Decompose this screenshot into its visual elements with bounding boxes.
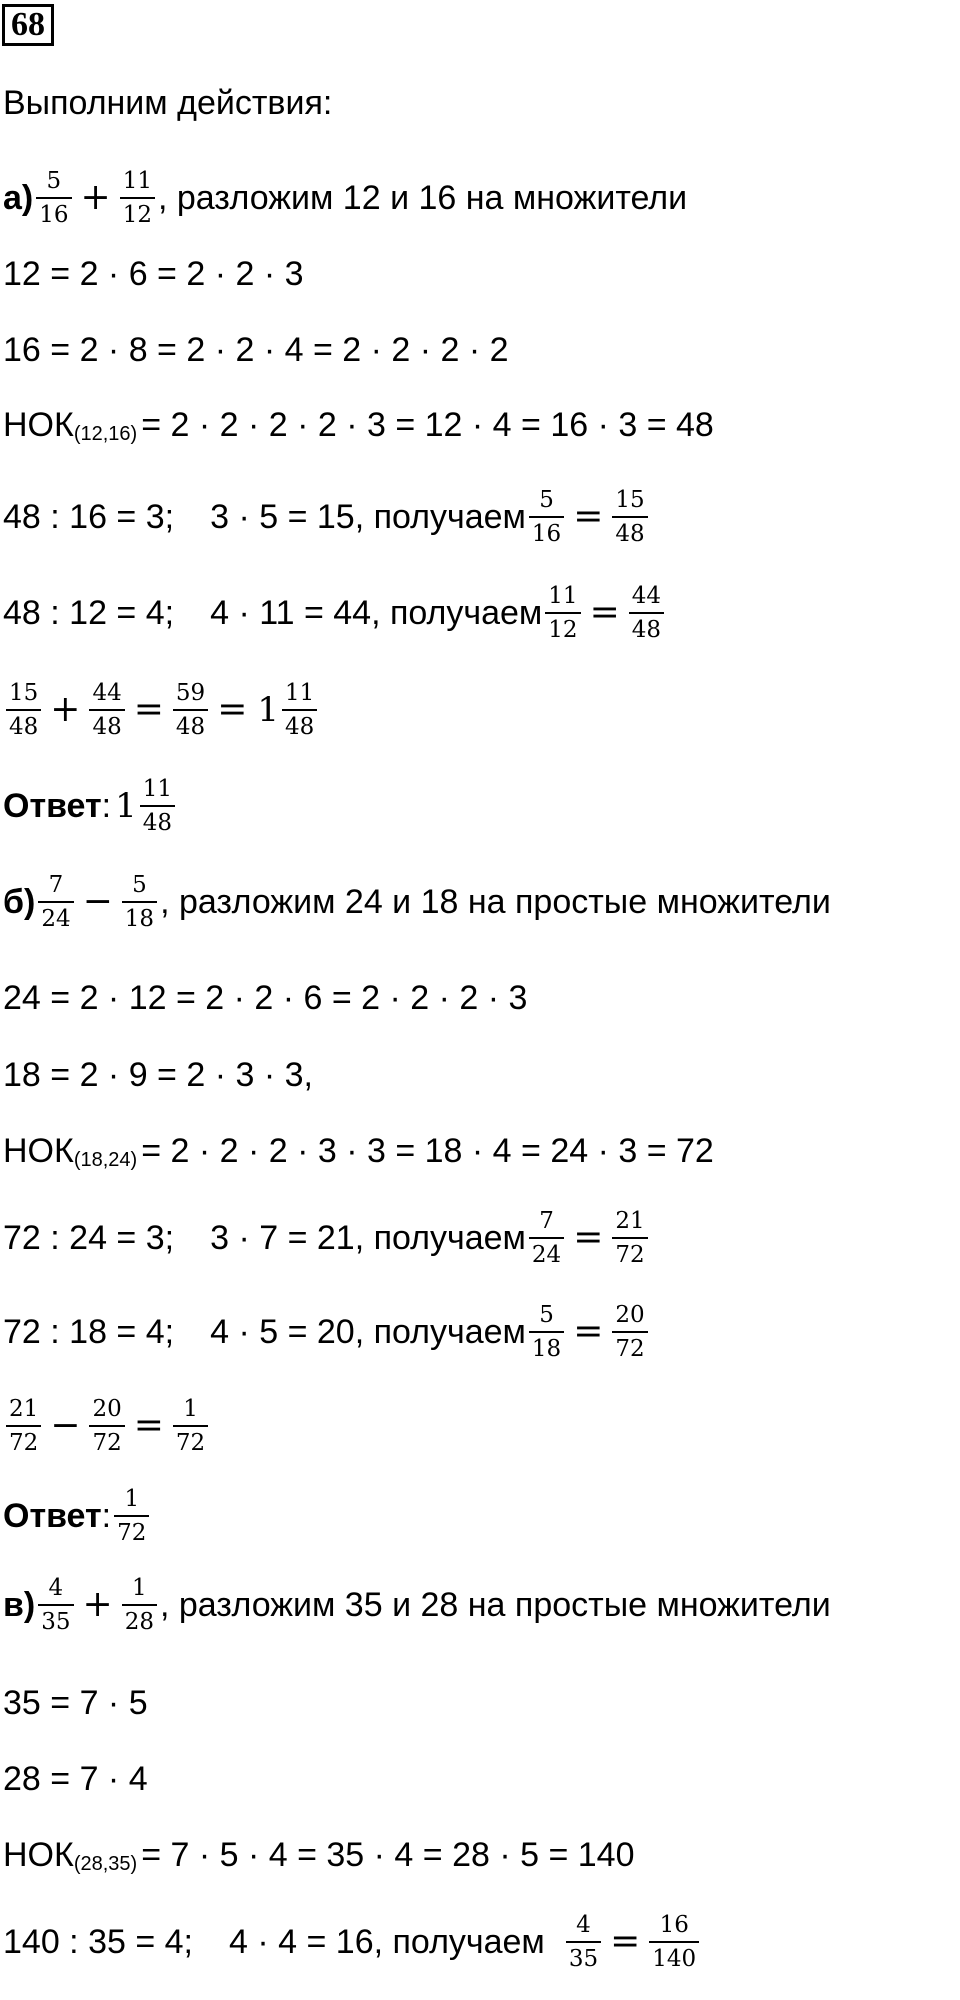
result-line: $\frac{21}{72}$ − $\frac{20}{72}$ = $\frac{1}{72}$	[3, 1396, 211, 1457]
fraction: $\frac{11}{12}$	[545, 583, 580, 644]
fraction: $\frac{5}{18}$	[122, 872, 157, 933]
fraction: $\frac{20}{72}$	[612, 1302, 647, 1363]
fraction: $\frac{21}{72}$	[6, 1396, 41, 1457]
step-line: 72 : 18 = 4; 4 · 5 = 20, получаем $\frac{5}{18}$ = $\frac{20}{72}$	[3, 1302, 651, 1363]
fraction: $\frac{5}{16}$	[36, 168, 71, 229]
step-line: 48 : 12 = 4; 4 · 11 = 44, получаем $\frac{11}{12}$ = $\frac{44}{48}$	[3, 583, 667, 644]
factor-line: 35 = 7 · 5	[3, 1684, 148, 1722]
fraction: $\frac{20}{72}$	[89, 1396, 124, 1457]
part-a-tail: , разложим 12 и 16 на множители	[157, 179, 688, 218]
fraction: $\frac{15}{48}$	[6, 680, 41, 741]
factor-line: 28 = 7 · 4	[3, 1760, 148, 1798]
intro-text: Выполним действия:	[3, 84, 333, 122]
fraction: $\frac{21}{72}$	[612, 1208, 647, 1269]
fraction: $\frac{5}{16}$	[529, 487, 564, 548]
answer-label: Ответ	[3, 787, 102, 826]
operator: +	[80, 177, 111, 219]
fraction: $\frac{1}{28}$	[122, 1575, 157, 1636]
fraction: $\frac{11}{12}$	[120, 168, 155, 229]
lcm-line: НОК (12,16) = 2 · 2 · 2 · 2 · 3 = 12 · 4 = 16 · 3 = 48	[3, 406, 714, 445]
result-line: $\frac{15}{48}$ + $\frac{44}{48}$ = $\frac{59}{48}$ = 1 $\frac{11}{48}$	[3, 680, 320, 741]
step-line: 48 : 16 = 3; 3 · 5 = 15, получаем $\frac{5}{16}$ = $\frac{15}{48}$	[3, 487, 651, 548]
fraction: $\frac{15}{48}$	[612, 487, 647, 548]
answer-line: Ответ : $\frac{1}{72}$	[3, 1486, 152, 1547]
lcm-line: НОК (28,35) = 7 · 5 · 4 = 35 · 4 = 28 · 5 = 140	[3, 1836, 635, 1875]
part-a-label: а)	[3, 179, 34, 218]
part-c-label: в)	[3, 1586, 36, 1625]
fraction: $\frac{4}{35}$	[566, 1912, 601, 1973]
step-line: 72 : 24 = 3; 3 · 7 = 21, получаем $\frac{7}{24}$ = $\frac{21}{72}$	[3, 1208, 651, 1269]
fraction: $\frac{1}{72}$	[173, 1396, 208, 1457]
fraction: $\frac{11}{48}$	[140, 776, 175, 837]
factor-line: 18 = 2 · 9 = 2 · 3 · 3,	[3, 1056, 313, 1094]
factor-line: 24 = 2 · 12 = 2 · 2 · 6 = 2 · 2 · 2 · 3	[3, 979, 528, 1017]
lcm-line: НОК (18,24) = 2 · 2 · 2 · 3 · 3 = 18 · 4 = 24 · 3 = 72	[3, 1132, 714, 1171]
task-number: 68	[2, 4, 54, 46]
operator: +	[82, 1584, 113, 1626]
answer-line: Ответ : 1 $\frac{11}{48}$	[3, 776, 178, 837]
fraction: $\frac{7}{24}$	[38, 872, 73, 933]
fraction: $\frac{7}{24}$	[529, 1208, 564, 1269]
fraction: $\frac{4}{35}$	[38, 1575, 73, 1636]
fraction: $\frac{11}{48}$	[282, 680, 317, 741]
step-line: 140 : 35 = 4; 4 · 4 = 16, получаем $\frac{4}{35}$ = $\frac{16}{140}$	[3, 1912, 702, 1973]
fraction: $\frac{1}{72}$	[114, 1486, 149, 1547]
part-c-header	[3, 1575, 831, 1636]
fraction: $\frac{44}{48}$	[629, 583, 664, 644]
answer-label: Ответ	[3, 1497, 102, 1536]
fraction: $\frac{44}{48}$	[89, 680, 124, 741]
fraction: $\frac{16}{140}$	[649, 1912, 699, 1973]
part-a-header	[3, 168, 687, 229]
part-b-tail: , разложим 24 и 18 на простые множители	[160, 883, 831, 922]
part-b-label: б)	[3, 883, 36, 922]
fraction: $\frac{59}{48}$	[173, 680, 208, 741]
operator: −	[82, 881, 113, 923]
fraction: $\frac{5}{18}$	[529, 1302, 564, 1363]
factor-line: 12 = 2 · 6 = 2 · 2 · 3	[3, 255, 304, 293]
part-b-header	[3, 872, 831, 933]
factor-line: 16 = 2 · 8 = 2 · 2 · 4 = 2 · 2 · 2 · 2	[3, 331, 509, 369]
part-c-tail: , разложим 35 и 28 на простые множители	[159, 1586, 831, 1625]
